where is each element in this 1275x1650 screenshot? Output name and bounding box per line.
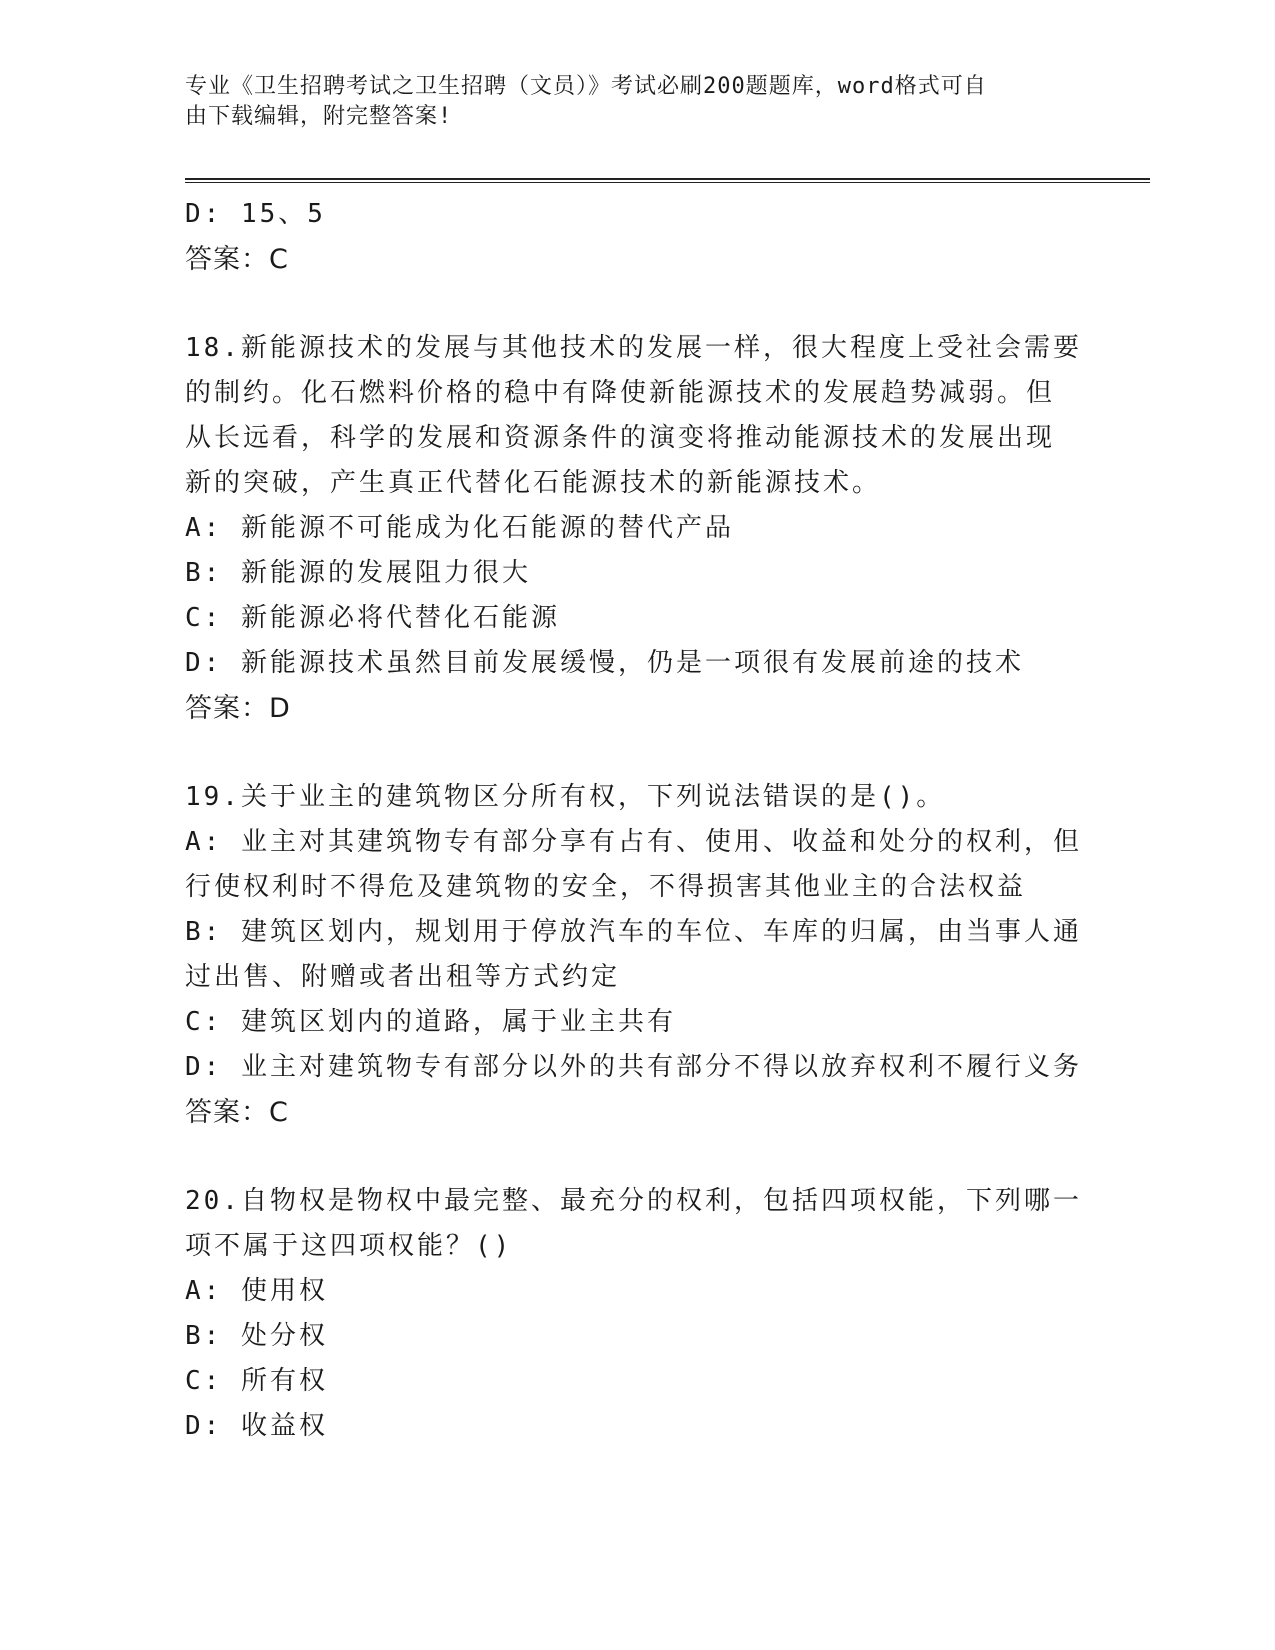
page-header <box>185 72 1075 132</box>
question-stem-line: 19.关于业主的建筑物区分所有权，下列说法错误的是()。 <box>185 782 946 812</box>
header-rule-thick <box>185 178 1150 180</box>
option-a-continued: 行使权利时不得危及建筑物的安全，不得损害其他业主的合法权益 <box>185 872 1027 902</box>
option-c: C: 新能源必将代替化石能源 <box>185 603 560 633</box>
question-content <box>185 192 1085 1449</box>
question-stem-line: 从长远看，科学的发展和资源条件的演变将推动能源技术的发展出现 <box>185 423 1056 453</box>
question-stem-line: 项不属于这四项权能？() <box>185 1231 513 1261</box>
spacer <box>185 1135 1085 1179</box>
option-d: D: 业主对建筑物专有部分以外的共有部分不得以放弃权利不履行义务 <box>185 1052 1082 1082</box>
answer-label: 答案：C <box>185 1097 289 1128</box>
option-b: B: 处分权 <box>185 1321 328 1351</box>
question-stem-line: 20.自物权是物权中最完整、最充分的权利，包括四项权能，下列哪一 <box>185 1186 1082 1216</box>
option-d: D: 收益权 <box>185 1411 328 1441</box>
header-line-2: 由下载编辑，附完整答案! <box>185 104 453 129</box>
option-b: B: 新能源的发展阻力很大 <box>185 558 531 588</box>
option-a: A: 使用权 <box>185 1276 328 1306</box>
question-20 <box>185 1179 1085 1449</box>
question-stem-line: 新的突破，产生真正代替化石能源技术的新能源技术。 <box>185 468 882 498</box>
option-a: A: 业主对其建筑物专有部分享有占有、使用、收益和处分的权利，但 <box>185 827 1082 857</box>
question-18 <box>185 326 1085 731</box>
option-b: B: 建筑区划内，规划用于停放汽车的车位、车库的归属，由当事人通 <box>185 917 1082 947</box>
question-stem-line: 18.新能源技术的发展与其他技术的发展一样，很大程度上受社会需要 <box>185 333 1082 363</box>
spacer <box>185 282 1085 326</box>
answer-label: 答案：C <box>185 244 289 275</box>
option-b-continued: 过出售、附赠或者出租等方式约定 <box>185 962 621 992</box>
spacer <box>185 731 1085 775</box>
option-d: D: 15、5 <box>185 199 326 229</box>
option-c: C: 建筑区划内的道路，属于业主共有 <box>185 1007 676 1037</box>
option-d: D: 新能源技术虽然目前发展缓慢，仍是一项很有发展前途的技术 <box>185 648 1024 678</box>
answer-label: 答案：D <box>185 693 291 724</box>
option-c: C: 所有权 <box>185 1366 328 1396</box>
header-line-1: 专业《卫生招聘考试之卫生招聘（文员）》考试必刷200题题库，word格式可自 <box>185 74 987 99</box>
question-stem-line: 的制约。化石燃料价格的稳中有降使新能源技术的发展趋势减弱。但 <box>185 378 1056 408</box>
header-rule-thin <box>185 182 1150 183</box>
question-19 <box>185 775 1085 1135</box>
option-a: A: 新能源不可能成为化石能源的替代产品 <box>185 513 734 543</box>
previous-question-tail <box>185 192 1085 282</box>
